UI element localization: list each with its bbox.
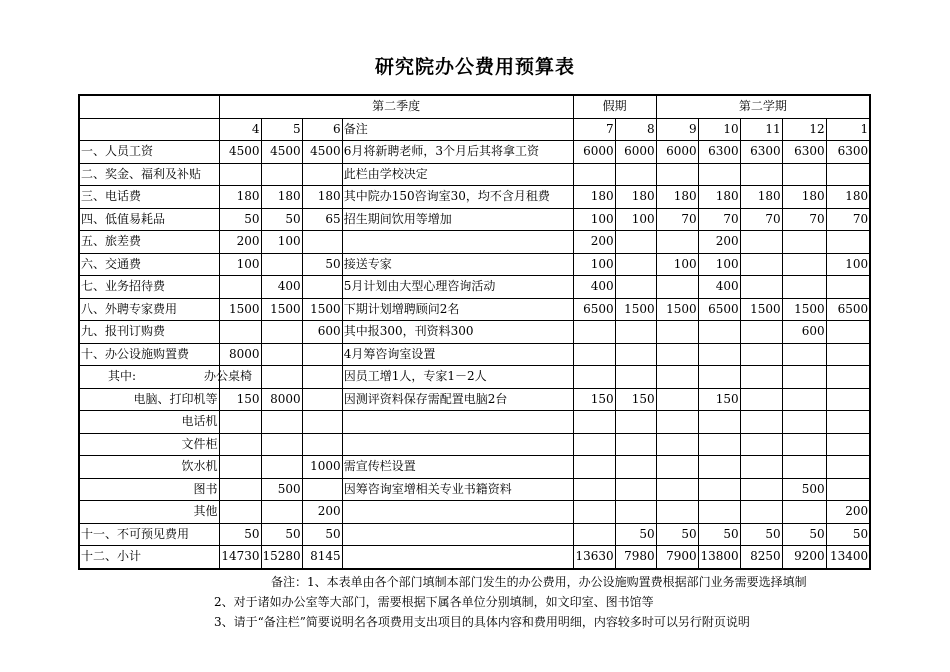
row-label: 其他	[79, 501, 219, 524]
header-q2: 第二季度	[219, 95, 573, 118]
table-row	[79, 141, 870, 164]
value-cell: 6000	[656, 141, 698, 164]
value-cell	[782, 411, 826, 434]
month-header: 8	[615, 118, 656, 141]
value-cell: 180	[261, 186, 302, 209]
value-cell	[782, 501, 826, 524]
value-cell: 200	[302, 501, 342, 524]
value-cell	[656, 478, 698, 501]
value-cell	[826, 478, 870, 501]
value-cell: 50	[698, 523, 740, 546]
row-label: 三、电话费	[79, 186, 219, 209]
value-cell: 9200	[782, 546, 826, 569]
value-cell: 180	[302, 186, 342, 209]
value-cell	[261, 366, 302, 389]
value-cell	[302, 411, 342, 434]
value-cell: 180	[782, 186, 826, 209]
value-cell	[573, 163, 615, 186]
remarks-cell: 招生期间饮用等增加	[342, 208, 573, 231]
remarks-cell: 因筹咨询室增相关专业书籍资料	[342, 478, 573, 501]
value-cell: 50	[656, 523, 698, 546]
remarks-cell: 因员工增1人，专家1－2人	[342, 366, 573, 389]
month-header: 5	[261, 118, 302, 141]
value-cell: 1500	[261, 298, 302, 321]
value-cell: 150	[219, 388, 261, 411]
value-cell: 8145	[302, 546, 342, 569]
header-row-months	[79, 118, 870, 141]
value-cell: 180	[656, 186, 698, 209]
row-label: 十二、小计	[79, 546, 219, 569]
table-row	[79, 546, 870, 569]
row-label: 四、低值易耗品	[79, 208, 219, 231]
value-cell: 50	[302, 523, 342, 546]
row-label: 饮水机	[79, 456, 219, 479]
value-cell: 200	[219, 231, 261, 254]
value-cell: 70	[698, 208, 740, 231]
value-cell: 15280	[261, 546, 302, 569]
value-cell	[219, 456, 261, 479]
row-label-main: 其中:	[108, 369, 137, 384]
value-cell: 6300	[826, 141, 870, 164]
header-semester2: 第二学期	[656, 95, 870, 118]
value-cell: 50	[740, 523, 782, 546]
month-header: 11	[740, 118, 782, 141]
value-cell	[615, 501, 656, 524]
header-row-groups	[79, 95, 870, 118]
value-cell: 8000	[261, 388, 302, 411]
value-cell	[698, 501, 740, 524]
row-label: 七、业务招待费	[79, 276, 219, 299]
value-cell	[782, 388, 826, 411]
value-cell	[656, 366, 698, 389]
value-cell	[698, 433, 740, 456]
table-row	[79, 366, 870, 389]
table-row	[79, 186, 870, 209]
value-cell	[826, 276, 870, 299]
value-cell: 180	[740, 186, 782, 209]
value-cell: 50	[615, 523, 656, 546]
value-cell: 180	[219, 186, 261, 209]
table-row	[79, 478, 870, 501]
value-cell	[261, 321, 302, 344]
remarks-cell: 其中院办150咨询室30，均不含月租费	[342, 186, 573, 209]
value-cell: 150	[615, 388, 656, 411]
remarks-cell	[342, 411, 573, 434]
value-cell	[573, 523, 615, 546]
value-cell: 100	[573, 253, 615, 276]
value-cell	[826, 366, 870, 389]
row-label: 十、办公设施购置费	[79, 343, 219, 366]
row-label: 六、交通费	[79, 253, 219, 276]
value-cell: 50	[782, 523, 826, 546]
value-cell	[656, 276, 698, 299]
value-cell	[656, 321, 698, 344]
value-cell	[656, 163, 698, 186]
value-cell: 50	[302, 253, 342, 276]
value-cell	[782, 366, 826, 389]
value-cell: 70	[656, 208, 698, 231]
value-cell: 50	[219, 208, 261, 231]
row-label: 电脑、打印机等	[79, 388, 219, 411]
value-cell	[826, 411, 870, 434]
value-cell	[826, 388, 870, 411]
month-header: 1	[826, 118, 870, 141]
value-cell: 500	[782, 478, 826, 501]
value-cell: 100	[615, 208, 656, 231]
value-cell	[698, 163, 740, 186]
value-cell: 100	[573, 208, 615, 231]
value-cell	[826, 433, 870, 456]
value-cell: 13800	[698, 546, 740, 569]
value-cell	[573, 433, 615, 456]
remarks-cell: 下期计划增聘顾问2名	[342, 298, 573, 321]
value-cell	[219, 433, 261, 456]
header-blank-cell	[79, 118, 219, 141]
value-cell: 50	[261, 523, 302, 546]
value-cell: 500	[261, 478, 302, 501]
value-cell	[615, 253, 656, 276]
remarks-cell: 4月筹咨询室设置	[342, 343, 573, 366]
value-cell	[740, 163, 782, 186]
value-cell: 6000	[573, 141, 615, 164]
value-cell	[573, 321, 615, 344]
value-cell: 100	[826, 253, 870, 276]
remarks-cell	[342, 523, 573, 546]
value-cell	[615, 321, 656, 344]
row-label: 十一、不可预见费用	[79, 523, 219, 546]
month-header: 7	[573, 118, 615, 141]
value-cell: 6300	[740, 141, 782, 164]
value-cell	[740, 501, 782, 524]
value-cell	[826, 456, 870, 479]
value-cell	[261, 501, 302, 524]
table-row	[79, 456, 870, 479]
value-cell	[740, 388, 782, 411]
value-cell: 200	[573, 231, 615, 254]
value-cell	[740, 433, 782, 456]
value-cell: 1500	[740, 298, 782, 321]
value-cell: 1500	[615, 298, 656, 321]
value-cell	[782, 433, 826, 456]
remarks-cell: 接送专家	[342, 253, 573, 276]
value-cell	[302, 276, 342, 299]
value-cell: 6300	[698, 141, 740, 164]
value-cell: 50	[826, 523, 870, 546]
value-cell	[302, 478, 342, 501]
value-cell	[740, 366, 782, 389]
value-cell	[573, 366, 615, 389]
value-cell	[656, 343, 698, 366]
table-row	[79, 231, 870, 254]
value-cell: 7980	[615, 546, 656, 569]
value-cell	[656, 433, 698, 456]
value-cell	[698, 456, 740, 479]
page-title: 研究院办公费用预算表	[374, 56, 575, 78]
value-cell	[656, 388, 698, 411]
value-cell	[698, 321, 740, 344]
value-cell: 65	[302, 208, 342, 231]
value-cell: 6500	[826, 298, 870, 321]
table-row	[79, 433, 870, 456]
remarks-cell	[342, 546, 573, 569]
value-cell: 4500	[261, 141, 302, 164]
table-row	[79, 163, 870, 186]
value-cell: 400	[573, 276, 615, 299]
table-row	[79, 253, 870, 276]
value-cell	[740, 478, 782, 501]
table-row	[79, 298, 870, 321]
value-cell: 4500	[219, 141, 261, 164]
table-row	[79, 388, 870, 411]
value-cell	[826, 163, 870, 186]
row-label: 五、旅差费	[79, 231, 219, 254]
value-cell	[698, 343, 740, 366]
row-label: 二、奖金、福利及补贴	[79, 163, 219, 186]
value-cell: 150	[698, 388, 740, 411]
value-cell: 8000	[219, 343, 261, 366]
value-cell	[656, 231, 698, 254]
value-cell	[219, 501, 261, 524]
value-cell	[219, 478, 261, 501]
value-cell: 200	[698, 231, 740, 254]
value-cell	[219, 321, 261, 344]
value-cell	[615, 231, 656, 254]
value-cell	[302, 163, 342, 186]
value-cell: 70	[782, 208, 826, 231]
value-cell: 100	[656, 253, 698, 276]
value-cell: 150	[573, 388, 615, 411]
value-cell	[615, 366, 656, 389]
value-cell: 400	[698, 276, 740, 299]
table-row	[79, 411, 870, 434]
value-cell	[740, 253, 782, 276]
value-cell	[615, 343, 656, 366]
value-cell: 1500	[219, 298, 261, 321]
row-label: 电话机	[79, 411, 219, 434]
value-cell	[219, 411, 261, 434]
notes-block	[0, 572, 950, 632]
value-cell: 70	[826, 208, 870, 231]
value-cell	[782, 231, 826, 254]
value-cell	[698, 411, 740, 434]
value-cell	[261, 253, 302, 276]
value-cell	[302, 388, 342, 411]
value-cell	[698, 478, 740, 501]
remarks-cell: 需宣传栏设置	[342, 456, 573, 479]
value-cell	[782, 163, 826, 186]
value-cell: 13400	[826, 546, 870, 569]
header-vacation: 假期	[573, 95, 656, 118]
value-cell	[656, 456, 698, 479]
value-cell	[302, 343, 342, 366]
row-label: 九、报刊订购费	[79, 321, 219, 344]
value-cell	[656, 501, 698, 524]
table-row	[79, 276, 870, 299]
value-cell: 14730	[219, 546, 261, 569]
value-cell: 6300	[782, 141, 826, 164]
value-cell	[573, 343, 615, 366]
remarks-cell: 因测评资料保存需配置电脑2台	[342, 388, 573, 411]
value-cell	[261, 343, 302, 366]
value-cell	[615, 163, 656, 186]
value-cell	[826, 231, 870, 254]
value-cell	[782, 343, 826, 366]
remarks-cell	[342, 501, 573, 524]
value-cell	[740, 456, 782, 479]
value-cell	[740, 411, 782, 434]
value-cell: 1000	[302, 456, 342, 479]
value-cell	[782, 456, 826, 479]
value-cell	[261, 163, 302, 186]
row-label: 八、外聘专家费用	[79, 298, 219, 321]
value-cell	[698, 366, 740, 389]
value-cell	[219, 276, 261, 299]
table-row	[79, 321, 870, 344]
value-cell: 13630	[573, 546, 615, 569]
table-row	[79, 523, 870, 546]
value-cell: 180	[573, 186, 615, 209]
value-cell	[302, 366, 342, 389]
value-cell: 70	[740, 208, 782, 231]
value-cell: 200	[826, 501, 870, 524]
note-line: 备注：1、本表单由各个部门填制本部门发生的办公费用，办公设施购置费根据部门业务需要选择填制	[271, 575, 807, 589]
value-cell: 180	[698, 186, 740, 209]
remarks-cell: 其中报300，刊资料300	[342, 321, 573, 344]
note-line: 2、对于诸如办公室等大部门，需要根据下属各单位分别填制，如文印室、图书馆等	[214, 595, 654, 609]
note-line: 3、请于“备注栏”简要说明名各项费用支出项目的具体内容和费用明细，内容较多时可以另行附页说明	[214, 615, 750, 629]
value-cell	[573, 501, 615, 524]
value-cell	[573, 456, 615, 479]
month-header: 9	[656, 118, 698, 141]
month-header: 10	[698, 118, 740, 141]
remarks-cell	[342, 433, 573, 456]
value-cell	[302, 433, 342, 456]
value-cell	[740, 321, 782, 344]
value-cell	[302, 231, 342, 254]
row-label: 一、人员工资	[79, 141, 219, 164]
value-cell	[740, 276, 782, 299]
value-cell	[740, 231, 782, 254]
value-cell	[740, 343, 782, 366]
row-label	[79, 366, 253, 389]
remarks-cell: 此栏由学校决定	[342, 163, 573, 186]
row-label: 图书	[79, 478, 219, 501]
value-cell	[615, 478, 656, 501]
row-label: 文件柜	[79, 433, 219, 456]
value-cell	[261, 456, 302, 479]
remarks-cell: 6月将新聘老师，3个月后其将拿工资	[342, 141, 573, 164]
value-cell: 1500	[782, 298, 826, 321]
value-cell	[615, 276, 656, 299]
table-row	[79, 343, 870, 366]
value-cell: 180	[826, 186, 870, 209]
value-cell: 6000	[615, 141, 656, 164]
header-blank-cell	[79, 95, 219, 118]
value-cell	[826, 321, 870, 344]
remarks-header: 备注	[342, 118, 573, 141]
month-header: 6	[302, 118, 342, 141]
value-cell: 100	[261, 231, 302, 254]
value-cell	[573, 411, 615, 434]
value-cell: 6500	[573, 298, 615, 321]
value-cell: 100	[698, 253, 740, 276]
value-cell	[573, 478, 615, 501]
value-cell	[615, 456, 656, 479]
value-cell: 1500	[302, 298, 342, 321]
value-cell: 600	[302, 321, 342, 344]
month-header: 12	[782, 118, 826, 141]
value-cell	[615, 433, 656, 456]
value-cell: 100	[219, 253, 261, 276]
value-cell: 50	[261, 208, 302, 231]
value-cell	[219, 163, 261, 186]
budget-table	[78, 94, 871, 570]
value-cell: 50	[219, 523, 261, 546]
value-cell: 1500	[656, 298, 698, 321]
value-cell: 7900	[656, 546, 698, 569]
month-header: 4	[219, 118, 261, 141]
value-cell: 4500	[302, 141, 342, 164]
value-cell	[656, 411, 698, 434]
value-cell	[826, 343, 870, 366]
value-cell: 600	[782, 321, 826, 344]
value-cell: 8250	[740, 546, 782, 569]
remarks-cell: 5月计划由大型心理咨询活动	[342, 276, 573, 299]
value-cell	[782, 276, 826, 299]
value-cell: 180	[615, 186, 656, 209]
value-cell	[782, 253, 826, 276]
remarks-cell	[342, 231, 573, 254]
table-row	[79, 501, 870, 524]
value-cell	[261, 411, 302, 434]
value-cell	[261, 433, 302, 456]
value-cell: 400	[261, 276, 302, 299]
value-cell	[615, 411, 656, 434]
value-cell: 6500	[698, 298, 740, 321]
table-row	[79, 208, 870, 231]
row-label-sub: 办公桌椅	[204, 369, 253, 383]
